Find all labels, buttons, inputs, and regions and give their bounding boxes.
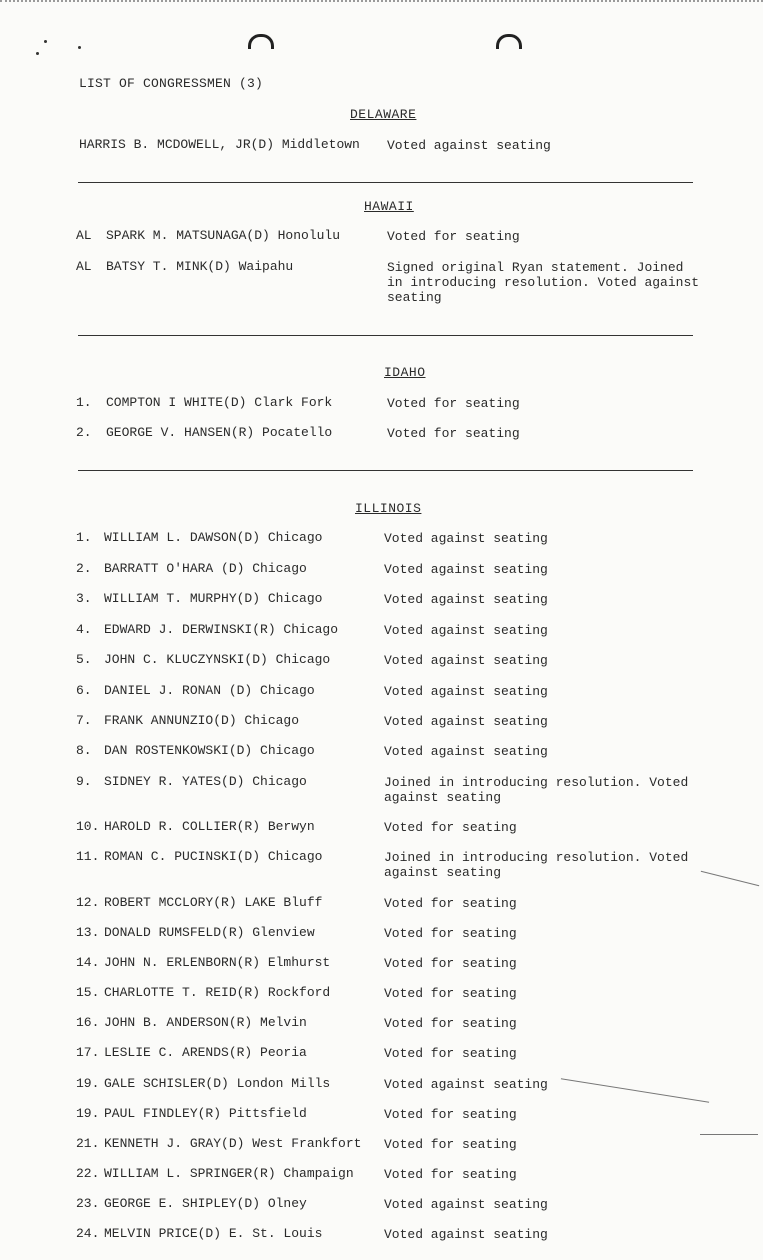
congressman-name: FRANK ANNUNZIO(D) Chicago [104, 713, 300, 728]
vote-record: Voted for seating [384, 926, 517, 941]
entry-number: 23. [76, 1196, 100, 1211]
vote-record: Voted against seating [384, 531, 548, 546]
entry-number: 22. [76, 1166, 100, 1181]
congressman-name: MELVIN PRICE(D) E. St. Louis [104, 1226, 323, 1241]
entry-number: 21. [76, 1136, 100, 1151]
state-heading: IDAHO [384, 365, 426, 380]
vote-record: Voted against seating [384, 623, 548, 638]
binder-hole-left [248, 34, 274, 49]
vote-record: Voted against seating [387, 138, 551, 153]
congressman-name: LESLIE C. ARENDS(R) Peoria [104, 1045, 307, 1060]
entry-number: AL [76, 259, 92, 274]
vote-record: Voted against seating [384, 562, 548, 577]
entry-number: 15. [76, 985, 100, 1000]
congressman-name: DONALD RUMSFELD(R) Glenview [104, 925, 315, 940]
congressman-name: JOHN B. ANDERSON(R) Melvin [104, 1015, 307, 1030]
vote-record: Voted against seating [384, 653, 548, 668]
speck [78, 46, 81, 49]
congressman-name: JOHN N. ERLENBORN(R) Elmhurst [104, 955, 331, 970]
congressman-name: GALE SCHISLER(D) London Mills [104, 1076, 331, 1091]
entry-number: 13. [76, 925, 100, 940]
section-divider [78, 470, 693, 471]
congressman-name: WILLIAM L. SPRINGER(R) Champaign [104, 1166, 354, 1181]
vote-record: Voted for seating [384, 1016, 517, 1031]
vote-record: Voted for seating [387, 396, 520, 411]
section-divider [78, 182, 693, 183]
congressman-name: WILLIAM L. DAWSON(D) Chicago [104, 530, 323, 545]
entry-number: 19. [76, 1076, 100, 1091]
vote-record: Voted against seating [384, 684, 548, 699]
vote-record: Joined in introducing resolution. Voted against seating [384, 850, 689, 880]
entry-number: 14. [76, 955, 100, 970]
vote-record: Voted against seating [384, 1227, 548, 1242]
congressman-name: SPARK M. MATSUNAGA(D) Honolulu [106, 228, 341, 243]
congressman-name: ROMAN C. PUCINSKI(D) Chicago [104, 849, 323, 864]
entry-number: 7. [76, 713, 92, 728]
entry-number: 4. [76, 622, 92, 637]
congressman-name: PAUL FINDLEY(R) Pittsfield [104, 1106, 307, 1121]
entry-number: 1. [76, 530, 92, 545]
vote-record: Voted for seating [384, 1107, 517, 1122]
vote-record: Voted for seating [387, 229, 520, 244]
congressman-name: HAROLD R. COLLIER(R) Berwyn [104, 819, 315, 834]
congressman-name: ROBERT MCCLORY(R) LAKE Bluff [104, 895, 323, 910]
entry-number: 8. [76, 743, 92, 758]
page-title: LIST OF CONGRESSMEN (3) [79, 76, 264, 91]
smudge [700, 1134, 758, 1135]
congressman-name: DANIEL J. RONAN (D) Chicago [104, 683, 315, 698]
vote-record: Voted against seating [384, 744, 548, 759]
section-divider [78, 335, 693, 336]
entry-number: 24. [76, 1226, 100, 1241]
vote-record: Voted for seating [384, 1137, 517, 1152]
vote-record: Voted for seating [384, 1167, 517, 1182]
state-heading: HAWAII [364, 199, 414, 214]
entry-number: 3. [76, 591, 92, 606]
congressman-name: JOHN C. KLUCZYNSKI(D) Chicago [104, 652, 331, 667]
vote-record: Voted for seating [384, 820, 517, 835]
congressman-name: KENNETH J. GRAY(D) West Frankfort [104, 1136, 362, 1151]
vote-record: Signed original Ryan statement. Joined in introducing resolution. Voted against seating [387, 260, 700, 305]
vote-record: Voted against seating [384, 1197, 548, 1212]
entry-number: 17. [76, 1045, 100, 1060]
entry-number: 2. [76, 425, 92, 440]
entry-number: 9. [76, 774, 92, 789]
vote-record: Voted for seating [384, 986, 517, 1001]
vote-record: Voted for seating [384, 1046, 517, 1061]
speck [44, 40, 47, 43]
congressman-name: DAN ROSTENKOWSKI(D) Chicago [104, 743, 315, 758]
entry-number: 5. [76, 652, 92, 667]
congressman-name: SIDNEY R. YATES(D) Chicago [104, 774, 307, 789]
entry-number: 1. [76, 395, 92, 410]
vote-record: Voted for seating [387, 426, 520, 441]
congressman-name: GEORGE V. HANSEN(R) Pocatello [106, 425, 333, 440]
perforated-edge [0, 0, 763, 6]
entry-number: 12. [76, 895, 100, 910]
vote-record: Voted for seating [384, 956, 517, 971]
congressman-name: BATSY T. MINK(D) Waipahu [106, 259, 294, 274]
vote-record: Voted against seating [384, 714, 548, 729]
vote-record: Joined in introducing resolution. Voted against seating [384, 775, 689, 805]
state-heading: DELAWARE [350, 107, 417, 122]
entry-number: 19. [76, 1106, 100, 1121]
congressman-name: HARRIS B. MCDOWELL, JR(D) Middletown [79, 137, 360, 152]
state-heading: ILLINOIS [355, 501, 422, 516]
congressman-name: COMPTON I WHITE(D) Clark Fork [106, 395, 333, 410]
entry-number: AL [76, 228, 92, 243]
entry-number: 16. [76, 1015, 100, 1030]
vote-record: Voted against seating [384, 1077, 548, 1092]
entry-number: 2. [76, 561, 92, 576]
binder-hole-right [496, 34, 522, 49]
congressman-name: WILLIAM T. MURPHY(D) Chicago [104, 591, 323, 606]
congressman-name: GEORGE E. SHIPLEY(D) Olney [104, 1196, 307, 1211]
entry-number: 6. [76, 683, 92, 698]
smudge [701, 871, 759, 886]
entry-number: 11. [76, 849, 100, 864]
entry-number: 10. [76, 819, 100, 834]
congressman-name: EDWARD J. DERWINSKI(R) Chicago [104, 622, 339, 637]
congressman-name: BARRATT O'HARA (D) Chicago [104, 561, 307, 576]
vote-record: Voted against seating [384, 592, 548, 607]
vote-record: Voted for seating [384, 896, 517, 911]
congressman-name: CHARLOTTE T. REID(R) Rockford [104, 985, 331, 1000]
speck [36, 52, 39, 55]
